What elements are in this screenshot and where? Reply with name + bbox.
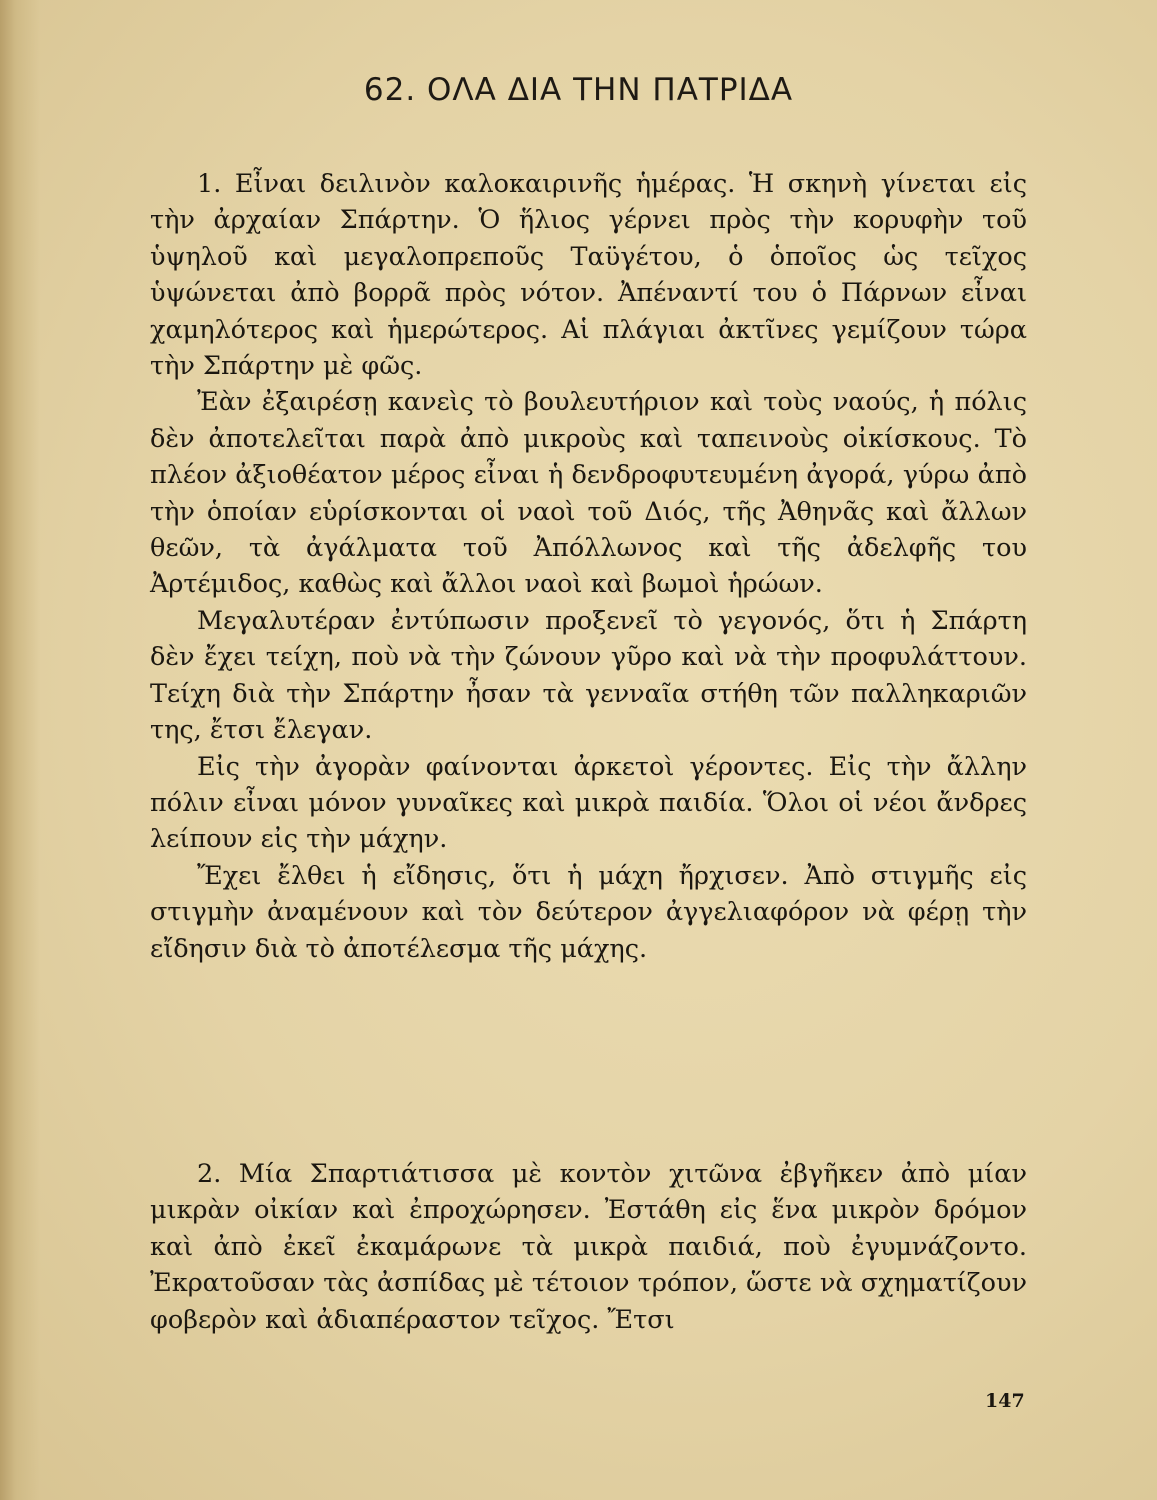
paragraph: 1. Εἶναι δειλινὸν καλοκαιρινῆς ἡμέρας. Ἡ σκηνὴ γίνεται εἰς τὴν ἀρχαίαν Σπάρτην. Ὁ ἥλιος γέρνει πρὸς τὴν κορυφὴν τοῦ ὑψηλοῦ καὶ μεγαλοπρεποῦς Ταϋγέτου, ὁ ὁποῖος ὡς τεῖχος ὑψώνεται ἀπὸ βορρᾶ πρὸς νότον. Ἀπέναντί του ὁ Πάρνων εἶναι χαμηλότερος καὶ ἡμερώτερος. Αἱ πλάγιαι ἀκτῖνες γεμίζουν τώρα τὴν Σπάρτην μὲ φῶς.: [150, 169, 1027, 382]
section-1: [150, 166, 1027, 967]
section-2: [150, 1156, 1027, 1338]
page-number: 147: [985, 1390, 1025, 1412]
page-gutter-shadow: [0, 0, 40, 1500]
paragraph: 2. Μία Σπαρτιάτισσα μὲ κοντὸν χιτῶνα ἐβγῆκεν ἀπὸ μίαν μικρὰν οἰκίαν καὶ ἐπροχώρησεν. Ἐστάθη εἰς ἕνα μικρὸν δρόμον καὶ ἀπὸ ἐκεῖ ἐκαμάρωνε τὰ μικρὰ παιδιά, ποὺ ἐγυμνάζοντο. Ἐκρατοῦσαν τὰς ἀσπίδας μὲ τέτοιον τρόπον, ὥστε νὰ σχηματίζουν φοβερὸν καὶ ἀδιαπέραστον τεῖχος. Ἔτσι: [150, 1159, 1027, 1335]
paragraph: Εἰς τὴν ἀγορὰν φαίνονται ἀρκετοὶ γέροντες. Εἰς τὴν ἄλλην πόλιν εἶναι μόνον γυναῖκες καὶ μικρὰ παιδία. Ὅλοι οἱ νέοι ἄνδρες λείπουν εἰς τὴν μάχην.: [150, 751, 1027, 855]
paragraph: Μεγαλυτέραν ἐντύπωσιν προξενεῖ τὸ γεγονός, ὅτι ἡ Σπάρτη δὲν ἔχει τείχη, ποὺ νὰ τὴν ζώνουν γῦρο καὶ νὰ τὴν προφυλάττουν. Τείχη διὰ τὴν Σπάρτην ἦσαν τὰ γενναῖα στήθη τῶν παλληκαριῶν της, ἔτσι ἔλεγαν.: [150, 605, 1027, 746]
paragraph: Ἔχει ἔλθει ἡ εἴδησις, ὅτι ἡ μάχη ἤρχισεν. Ἀπὸ στιγμῆς εἰς στιγμὴν ἀναμένουν καὶ τὸν δεύτερον ἀγγελιαφόρον νὰ φέρῃ τὴν εἴδησιν διὰ τὸ ἀποτέλεσμα τῆς μάχης.: [150, 860, 1027, 964]
chapter-title: 62. ΟΛΑ ΔΙΑ ΤΗΝ ΠΑΤΡΙΔΑ: [363, 72, 794, 108]
paragraph: Ἐὰν ἐξαιρέσῃ κανεὶς τὸ βουλευτήριον καὶ τοὺς ναούς, ἡ πόλις δὲν ἀποτελεῖται παρὰ ἀπὸ μικροὺς καὶ ταπεινοὺς οἰκίσκους. Τὸ πλέον ἀξιοθέατον μέρος εἶναι ἡ δενδροφυτευμένη ἀγορά, γύρω ἀπὸ τὴν ὁποίαν εὑρίσκονται οἱ ναοὶ τοῦ Διός, τῆς Ἀθηνᾶς καὶ ἄλλων θεῶν, τὰ ἀγάλματα τοῦ Ἀπόλλωνος καὶ τῆς ἀδελφῆς του Ἀρτέμιδος, καθὼς καὶ ἄλλοι ναοὶ καὶ βωμοὶ ἡρώων.: [150, 387, 1027, 600]
